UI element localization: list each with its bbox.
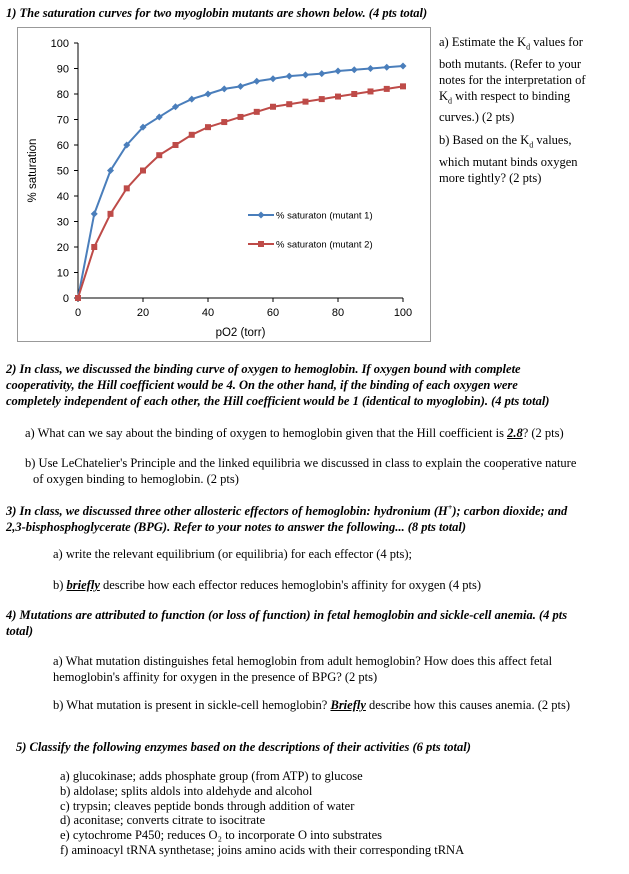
y-tick-label: 0 bbox=[62, 293, 69, 305]
data-point bbox=[270, 75, 277, 82]
data-point bbox=[221, 85, 228, 92]
list-item: e) cytochrome P450; reduces O₂ to incorporate O into substrates bbox=[60, 828, 382, 843]
q1a-line-1: a) Estimate the K bbox=[439, 35, 527, 49]
x-tick-label: 100 bbox=[393, 307, 413, 319]
q3b-emphasis: briefly bbox=[66, 578, 100, 592]
q2a-suffix: ? (2 pts) bbox=[522, 426, 564, 440]
x-axis-title: pO2 (torr) bbox=[215, 327, 266, 339]
question-2a bbox=[25, 425, 564, 441]
q4b-emphasis: Briefly bbox=[330, 698, 366, 712]
data-point bbox=[124, 185, 130, 191]
q4-heading-line-2: total) bbox=[6, 624, 34, 638]
y-tick-label: 20 bbox=[56, 242, 69, 254]
question-2-heading bbox=[6, 361, 549, 409]
y-tick-label: 30 bbox=[56, 216, 69, 229]
data-point bbox=[270, 104, 276, 110]
q2-heading-line-1: 2) In class, we discussed the binding curve of oxygen to hemoglobin. If oxygen bound with complete bbox=[6, 362, 521, 376]
data-point bbox=[286, 73, 293, 80]
question-3a: a) write the relevant equilibrium (or equilibria) for each effector (4 pts); bbox=[53, 547, 412, 561]
x-tick-label: 40 bbox=[201, 307, 215, 319]
data-point bbox=[221, 119, 227, 125]
q1a-line-3: notes for the interpretation of bbox=[439, 72, 586, 87]
data-point bbox=[188, 96, 195, 103]
question-4-heading bbox=[6, 607, 567, 639]
data-point bbox=[205, 91, 212, 98]
q3-heading-line-2: 2,3-bisphosphoglycerate (BPG). Refer to your notes to answer the following... (8 pts total) bbox=[6, 520, 467, 535]
data-point bbox=[75, 295, 81, 301]
data-point bbox=[318, 70, 325, 77]
x-tick-label: 60 bbox=[266, 307, 280, 319]
question-3b bbox=[53, 577, 481, 593]
q1a-suffix: values for bbox=[530, 35, 583, 49]
legend-label: % saturaton (mutant 2) bbox=[276, 239, 373, 251]
q3-heading-superscript: + bbox=[447, 503, 453, 512]
x-tick-label: 80 bbox=[331, 307, 345, 319]
data-point bbox=[319, 96, 325, 102]
q1b-line-2: which mutant binds oxygen bbox=[439, 154, 578, 169]
data-point bbox=[189, 132, 195, 138]
data-point bbox=[303, 99, 309, 105]
y-axis-title: % saturation bbox=[27, 138, 39, 203]
legend-marker bbox=[258, 212, 265, 219]
data-point bbox=[384, 86, 390, 92]
list-item: c) trypsin; cleaves peptide bonds through addition of water bbox=[60, 798, 355, 813]
q4b-prefix: b) What mutation is present in sickle-cell hemoglobin? bbox=[53, 698, 331, 712]
legend-marker bbox=[258, 241, 264, 247]
q3-heading-part-1: 3) In class, we discussed three other allosteric effectors of hemoglobin: hydronium (H bbox=[6, 504, 448, 519]
q4a-line-2: hemoglobin's affinity for oxygen in the presence of BPG? (2 pts) bbox=[53, 670, 378, 684]
saturation-chart bbox=[17, 27, 431, 342]
enzyme-list bbox=[60, 769, 464, 858]
question-4b bbox=[53, 697, 570, 713]
q3-heading-part-2: ); carbon dioxide; and bbox=[452, 504, 568, 519]
data-point bbox=[367, 65, 374, 72]
q1b-line-1: b) Based on the K bbox=[439, 133, 530, 147]
q1a-line-2: both mutants. (Refer to your bbox=[439, 56, 581, 71]
data-point bbox=[351, 66, 358, 73]
data-point bbox=[205, 124, 211, 130]
data-point bbox=[91, 210, 98, 217]
y-tick-label: 50 bbox=[56, 165, 69, 178]
q4-heading-line-1: 4) Mutations are attributed to function (or loss of function) in fetal hemoglobin and sickle-cell anemia. (4 pts bbox=[6, 608, 568, 622]
question-4a bbox=[53, 653, 552, 685]
question-3-heading bbox=[6, 500, 567, 535]
data-point bbox=[286, 101, 292, 107]
q2a-prefix: a) What can we say about the binding of oxygen to hemoglobin given that the Hill coefficient is bbox=[25, 426, 508, 440]
question-1-heading: 1) The saturation curves for two myoglobin mutants are shown below. (4 pts total) bbox=[6, 6, 428, 20]
legend-label: % saturaton (mutant 1) bbox=[276, 210, 373, 222]
data-point bbox=[335, 94, 341, 100]
data-point bbox=[351, 91, 357, 97]
data-point bbox=[173, 142, 179, 148]
question-1b-text bbox=[439, 132, 578, 186]
q4b-rest: describe how this causes anemia. (2 pts) bbox=[365, 698, 571, 712]
data-point bbox=[108, 211, 114, 217]
series-line bbox=[78, 66, 403, 298]
data-point bbox=[400, 83, 406, 89]
q4a-line-1: a) What mutation distinguishes fetal hemoglobin from adult hemoglobin? How does this affect fetal bbox=[53, 654, 553, 668]
data-point bbox=[238, 114, 244, 120]
question-2b bbox=[25, 455, 576, 487]
q2-heading-line-3: completely independent of each other, the Hill coefficient would be 1 (identical to myoglobin). (4 pts total) bbox=[6, 394, 550, 408]
data-point bbox=[91, 244, 97, 250]
question-5-heading: 5) Classify the following enzymes based on the descriptions of their activities (6 pts total) bbox=[16, 740, 471, 754]
data-point bbox=[254, 109, 260, 115]
q1a-k-subscript: d bbox=[448, 96, 453, 105]
list-item: d) aconitase; converts citrate to isocitrate bbox=[60, 813, 266, 828]
q1b-line-3: more tightly? (2 pts) bbox=[439, 170, 542, 185]
y-tick-label: 80 bbox=[56, 89, 69, 101]
list-item: b) aldolase; splits aldols into aldehyde and alcohol bbox=[60, 783, 313, 798]
data-point bbox=[335, 68, 342, 75]
data-point bbox=[400, 62, 407, 69]
q2b-line-2: of oxygen binding to hemoglobin. (2 pts) bbox=[33, 472, 239, 486]
data-point bbox=[253, 78, 260, 85]
data-point bbox=[237, 83, 244, 90]
hill-coefficient-value: 2.8 bbox=[507, 426, 523, 440]
q1a-line-5: curves.) (2 pts) bbox=[439, 110, 515, 124]
q1a-line-4: with respect to binding bbox=[455, 88, 571, 103]
x-tick-label: 0 bbox=[74, 307, 82, 319]
list-item: a) glucokinase; adds phosphate group (from ATP) to glucose bbox=[60, 769, 363, 783]
list-item: f) aminoacyl tRNA synthetase; joins amino acids with their corresponding tRNA bbox=[60, 842, 465, 857]
y-tick-label: 70 bbox=[56, 114, 69, 127]
q1a-subscript: d bbox=[526, 42, 531, 52]
q1a-k-letter: K bbox=[439, 88, 449, 103]
y-tick-label: 100 bbox=[50, 38, 69, 50]
saturation-chart-svg bbox=[18, 28, 430, 341]
y-tick-label: 40 bbox=[56, 191, 69, 203]
y-tick-label: 10 bbox=[56, 267, 69, 280]
q1b-suffix: values, bbox=[533, 133, 572, 147]
q3b-rest: describe how each effector reduces hemoglobin's affinity for oxygen (4 pts) bbox=[99, 578, 482, 592]
data-point bbox=[302, 71, 309, 78]
y-tick-label: 60 bbox=[56, 140, 69, 152]
data-point bbox=[140, 168, 146, 174]
data-point bbox=[368, 88, 374, 94]
data-point bbox=[156, 152, 162, 158]
x-tick-label: 20 bbox=[136, 307, 150, 319]
data-point bbox=[383, 64, 390, 71]
q3b-prefix: b) bbox=[53, 578, 67, 592]
q2b-line-1: b) Use LeChatelier's Principle and the linked equilibria we discussed in class to explain the cooperative nature bbox=[25, 456, 577, 470]
q2-heading-line-2: cooperativity, the Hill coefficient would be 4. On the other hand, if the binding of each oxygen were bbox=[6, 378, 518, 392]
question-1a-text bbox=[439, 34, 585, 125]
q1b-subscript: d bbox=[529, 140, 534, 150]
y-tick-label: 90 bbox=[56, 63, 69, 76]
